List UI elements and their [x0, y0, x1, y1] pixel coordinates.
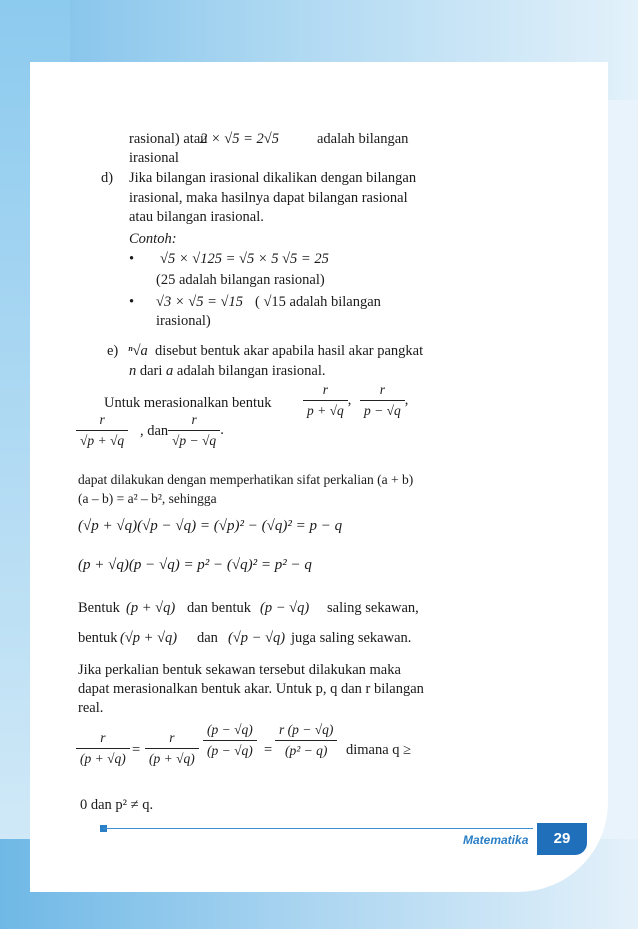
item-d-marker: d) — [101, 170, 114, 186]
footer-rule — [103, 828, 533, 829]
paragraph-sifat-2: (a – b) = a² – b², sehingga — [78, 491, 217, 506]
item-e-marker: e) — [107, 343, 119, 359]
footer-book-title: Matematika — [463, 833, 529, 847]
equation-1: (√p + √q)(√p − √q) = (√p)² − (√q)² = p − q — [78, 518, 343, 534]
line-rasional-end: adalah bilangan — [317, 131, 409, 147]
bentuk2-line-mid: dan — [197, 630, 218, 646]
contoh-label: Contoh: — [129, 231, 177, 247]
fraction-2: $\frac{r}{p - √q}$ , — [360, 380, 408, 421]
bentuk2-line-end: juga saling sekawan. — [291, 630, 412, 646]
nth-root-a: ⁿ√a — [128, 343, 148, 359]
example-2-expression: √3 × √5 = √15 — [156, 294, 243, 310]
dimana-text: dimana q ≥ — [346, 742, 412, 758]
bentuk-line-mid: dan bentuk — [187, 600, 252, 616]
item-e-line1: disebut bentuk akar apabila hasil akar pangkat — [155, 343, 424, 359]
example-2-note-2: irasional) — [156, 313, 211, 329]
big-fraction-1: $\frac{r}{(p + √q)}$ — [76, 728, 130, 769]
line-irasional: irasional — [129, 150, 179, 166]
bullet-1: • — [129, 251, 135, 267]
expr-2-root-5: 2 × √5 = 2√5 — [200, 131, 279, 147]
item-e-line2: n dari a adalah bilangan irasional. — [129, 363, 326, 379]
big-fraction-4: $\frac{r (p - √q)}{\text{(p² − q)}}$ — [275, 720, 337, 761]
fraction-3: $\frac{r}{√p + √q}$ — [76, 410, 128, 451]
bentuk-line-end: saling sekawan, — [327, 600, 419, 616]
paragraph-jika-1: Jika perkalian bentuk sekawan tersebut dilakukan maka — [78, 662, 401, 678]
paragraph-jika-3: real. — [78, 700, 104, 716]
untuk-line: Untuk merasionalkan bentuk — [104, 395, 272, 411]
item-d-line2: irasional, maka hasilnya dapat bilangan rasional — [129, 190, 408, 206]
line-rasional: rasional) atau — [129, 131, 208, 147]
bentuk2-expr-1: (√p + √q) — [120, 630, 178, 646]
example-1-expression: √5 × √125 = √5 × 5 √5 = 25 — [160, 251, 329, 267]
bentuk2-line-start: bentuk — [78, 630, 118, 646]
big-fraction-2: $\frac{r}{(p + √q)}$ — [145, 728, 199, 769]
paragraph-sifat-1: dapat dilakukan dengan memperhatikan sifat perkalian (a + b) — [78, 472, 414, 487]
bentuk-expr-1: (p + √q) — [126, 600, 176, 616]
closing-line: 0 dan p² ≠ q. — [80, 797, 154, 813]
dan-text: , dan — [140, 423, 169, 439]
bentuk-expr-2: (p − √q) — [260, 600, 310, 616]
big-equals-2: = — [264, 742, 273, 758]
fraction-1: $\frac{r}{p + √q}$ , — [303, 380, 351, 421]
bullet-2: • — [129, 294, 135, 310]
page-number: 29 — [537, 823, 587, 855]
big-fraction-3: $\frac{(p - √q)}{(p - √q)}$ — [203, 720, 257, 761]
bentuk-line-start: Bentuk — [78, 600, 120, 616]
fraction-4: $\frac{r}{√p - √q}$ . — [168, 410, 224, 451]
example-1-note: (25 adalah bilangan rasional) — [156, 272, 325, 288]
paragraph-jika-2: dapat merasionalkan bentuk akar. Untuk p, q dan r bilangan — [78, 681, 424, 697]
big-equals-1: = — [132, 742, 141, 758]
equation-2: (p + √q)(p − √q) = p² − (√q)² = p² − q — [78, 557, 312, 573]
example-2-note: ( √15 adalah bilangan — [255, 294, 381, 310]
bentuk2-expr-2: (√p − √q) — [228, 630, 286, 646]
item-d-line3: atau bilangan irasional. — [129, 209, 264, 225]
item-d-line1: Jika bilangan irasional dikalikan dengan bilangan — [129, 170, 417, 186]
